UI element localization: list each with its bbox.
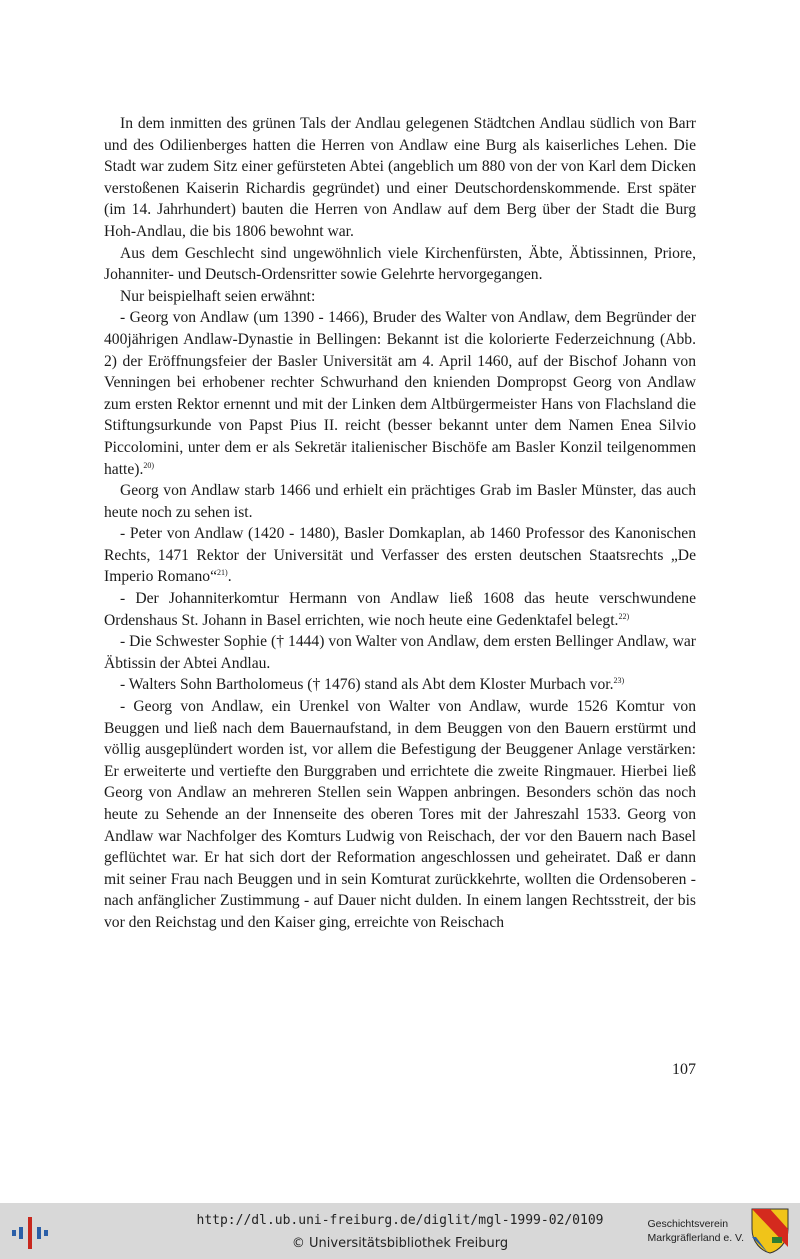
paragraph-georg-grave: Georg von Andlaw starb 1466 und erhielt ein prächtiges Grab im Basler Münster, das auch heute noch zu sehen ist. [104,482,696,521]
footnote-ref-21[interactable]: 21) [217,568,228,578]
paragraph-peter [104,523,696,588]
page-number: 107 [672,1061,696,1078]
paragraph-peter-text: - Peter von Andlaw (1420 - 1480), Basler Domkaplan, ab 1460 Professor des Kanonischen Rechts, 1471 Rektor der Universität und Verfasser des ersten deutschen Staatsrechts „De Imperio Romano“ [104,525,696,586]
paragraph-bartholomeus-text: - Walters Sohn Bartholomeus († 1476) stand als Abt dem Kloster Murbach vor. [120,676,614,694]
paragraph-sophie: - Die Schwester Sophie († 1444) von Walter von Andlaw, dem ersten Bellinger Andlaw, war Äbtissin der Abtei Andlau. [104,633,696,672]
footer-organization [648,1217,745,1245]
footer-bar [0,1203,800,1259]
footer-copyright: © Universitätsbibliothek Freiburg [291,1236,509,1251]
paragraph-bartholomeus [104,674,696,696]
document-body [104,113,696,934]
paragraph-lineage: Aus dem Geschlecht sind ungewöhnlich viele Kirchenfürsten, Äbte, Äbtissinnen, Priore, Johanniter- und Deutsch-Ordensritter sowie Gelehrte hervorgegangen. [104,244,696,284]
paragraph-georg [104,307,696,480]
coat-of-arms-icon[interactable] [750,1207,790,1255]
paragraph-georg-text: - Georg von Andlaw (um 1390 - 1466), Bruder des Walter von Andlaw, dem Begründer der 400jährigen Andlaw-Dynastie in Bellingen: Bekannt ist die kolorierte Federzeichnung (Abb. 2) der Eröffnungsfeier der Basler Universität am 4. April 1460, auf der Bischof Johann von Venningen bei erhobener rechter Schwurhand den knienden Dompropst Georg von Andlaw zum ersten Rektor ernennt und mit der Linken dem Altbürgermeister Hans von Flachsland die Stiftungsurkunde von Papst Pius II. reicht (besser bekannt unter dem Namen Enea Silvio Piccolomini, unter dem er als Sekretär italienischer Bischöfe am Basler Konzil teilgenommen hatte). [104,309,696,478]
footnote-ref-23[interactable]: 23) [613,676,625,686]
footer-org-line1: Geschichtsverein [647,1218,729,1230]
paragraph-georg-beuggen: - Georg von Andlaw, ein Urenkel von Walter von Andlaw, wurde 1526 Komtur von Beuggen und ließ nach dem Bauernaufstand, in dem Beuggen von den Bauern erstürmt und völlig ausgeplündert worden ist, vor allem die Befestigung der Beuggener Anlage verstärken: Er erweiterte und vertiefte den Burggraben und errichtete die zweite Ringmauer. Hierbei ließ Georg von Andlaw an mehreren Stellen sein Wappen anbringen. Besonders schön das noch heute zu Sehende an der Innenseite des oberen Tores mit der Jahreszahl 1533. Georg von Andlaw war Nachfolger des Komturs Ludwig von Reischach, der vor den Bauern nach Basel geflüchtet war. Er hat sich dort der Reformation angeschlossen und geheiratet. Daß er dann mit seiner Frau nach Beuggen und in sein Komturat zurückkehrte, wollten die Ordensoberen - nach anfänglicher Zustimmung - auf Dauer nicht dulden. In einem langen Rechtsstreit, der bis vor den Reichstag und den Kaiser ging, erreichte von Reischach [104,698,696,931]
paragraph-hermann [104,588,696,631]
footnote-ref-22[interactable]: 22) [618,611,630,621]
paragraph-hermann-text: - Der Johanniterkomtur Hermann von Andlaw ließ 1608 das heute verschwundene Ordenshaus St. Johann in Basel errichten, wie noch heute eine Gedenktafel belegt. [104,590,696,629]
footer-url-link[interactable]: http://dl.ub.uni-freiburg.de/diglit/mgl-1999-02/0109 [196,1213,604,1228]
paragraph-intro: In dem inmitten des grünen Tals der Andlau gelegenen Städtchen Andlau südlich von Barr und des Odilienberges hatten die Herren von Andlaw eine Burg als kaiserliches Lehen. Die Stadt war zudem Sitz einer gefürsteten Abtei (angeblich um 880 von der von Karl dem Dicken verstoßenen Kaiserin Richardis gegründet) und einer Deutschordenskommende. Erst später (im 14. Jahrhundert) bauten die Herren von Andlaw auf dem Berg über der Stadt die Burg Hoh-Andlau, die bis 1806 bewohnt war. [104,115,696,240]
paragraph-peter-suffix: . [227,568,232,586]
footnote-ref-20[interactable]: 20) [143,460,155,470]
footer-org-line2: Markgräflerland e. V. [647,1232,744,1244]
paragraph-examples-intro: Nur beispielhaft seien erwähnt: [120,287,316,305]
